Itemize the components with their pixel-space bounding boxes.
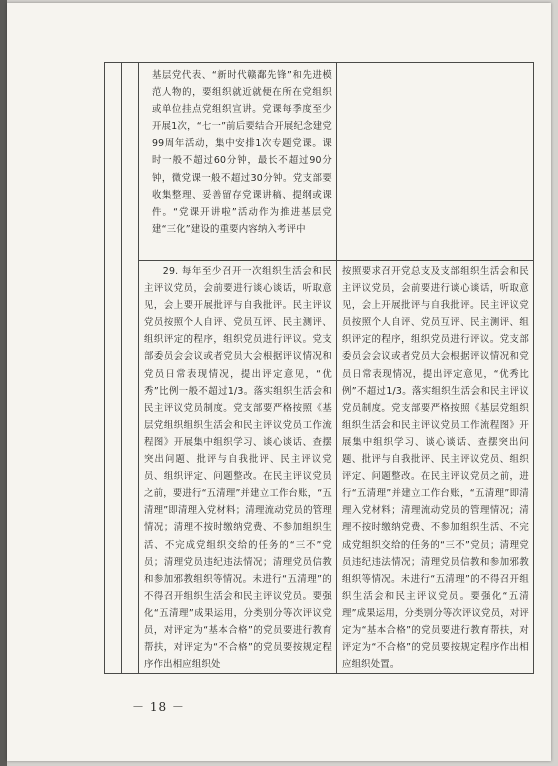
requirement-text: 29. 每年至少召开一次组织生活会和民主评议党员，会前要进行谈心谈话，听取意见，会上要开展批评与自我批评。民主评议党员按照个人自评、党员互评、民主测评、组织评定的程序，组织党员进行评议。党支部委员会会议或者党员大会根据评议情况和党员日常表现情况，提出评定意见，“优秀”比例一般不超过1/3。落实组织生活会和民主评议党员制度。党支部要严格按照《基层党组织组织生活会和民主评议党员工作流程图》开展集中组织学习、谈心谈话、查摆突出问题、批评与自我批评、民主评议党员、组织评定、问题整改。在民主评议党员之前，要进行“五清理”并建立工作台账，“五清理”即清理入党材料；清理流动党员的管理情况；清理不按时缴纳党费、不参加组织生活、不完成党组织交给的任务的“三不”党员；清理党员违纪违法情况；清理党员信教和参加邪教组织等情况。未进行“五清理”的不得召开组织生活会和民主评议党员。要强化“五清理”成果运用，分类别分等次评议党员，对评定为“基本合格”的党员要进行教育帮扶，对评定为“不合格”的党员要按规定程序作出相应组织处 (144, 266, 332, 671)
table-cell-implementation (337, 261, 534, 674)
comparison-table (104, 62, 534, 674)
table-row (105, 63, 534, 261)
table-cell-index-2 (122, 63, 139, 674)
scan-edge (0, 0, 7, 766)
table-cell-index-1 (105, 63, 122, 674)
table-row (105, 261, 534, 674)
table-cell-requirement (139, 261, 337, 674)
page-number: － 18 － (132, 700, 185, 714)
table-cell-implementation (337, 63, 534, 261)
requirement-text: 基层党代表、“新时代赣鄱先锋”和先进模范人物的，要组织就近就便在所在党组织或单位挂点党组织宣讲。党课每季度至少开展1次，“七一”前后要结合开展纪念建党99周年活动，集中安排1次专题党课。课时一般不超过60分钟，最长不超过90分钟，微党课一般不超过30分钟。党支部要收集整理、妥善留存党课讲稿、提纲或课件。“党课开讲啦”活动作为推进基层党建“三化”建设的重要内容纳入考评中 (152, 70, 332, 235)
table-cell-requirement (139, 63, 337, 261)
implementation-text: 按照要求召开党总支及支部组织生活会和民主评议党员，会前要进行谈心谈话，听取意见，会上开展批评与自我批评。民主评议党员按照个人自评、党员互评、民主测评、组织评定的程序，组织党员进行评议。党支部委员会会议或者党员大会根据评议情况和党员日常表现情况，提出评定意见，“优秀比例”不超过1/3。落实组织生活会和民主评议党员制度。党支部要严格按照《基层党组织组织生活会和民主评议党员工作流程图》开展集中组织学习、谈心谈话、查摆突出问题、批评与自我批评、民主评议党员、组织评定、问题整改。在民主评议党员之前，进行“五清理”并建立工作台账，“五清理”即清理入党材料；清理流动党员的管理情况；清理不按时缴纳党费、不参加组织生活、不完成党组织交给的任务的“三不”党员；清理党员违纪违法情况；清理党员信教和参加邪教组织等情况。未进行“五清理”的不得召开组织生活会和民主评议党员。要强化“五清理”成果运用，分类别分等次评议党员，对评定为“基本合格”的党员要进行教育帮扶，对评定为“不合格”的党员要按规定程序作出相应组织处置。 (342, 266, 529, 671)
